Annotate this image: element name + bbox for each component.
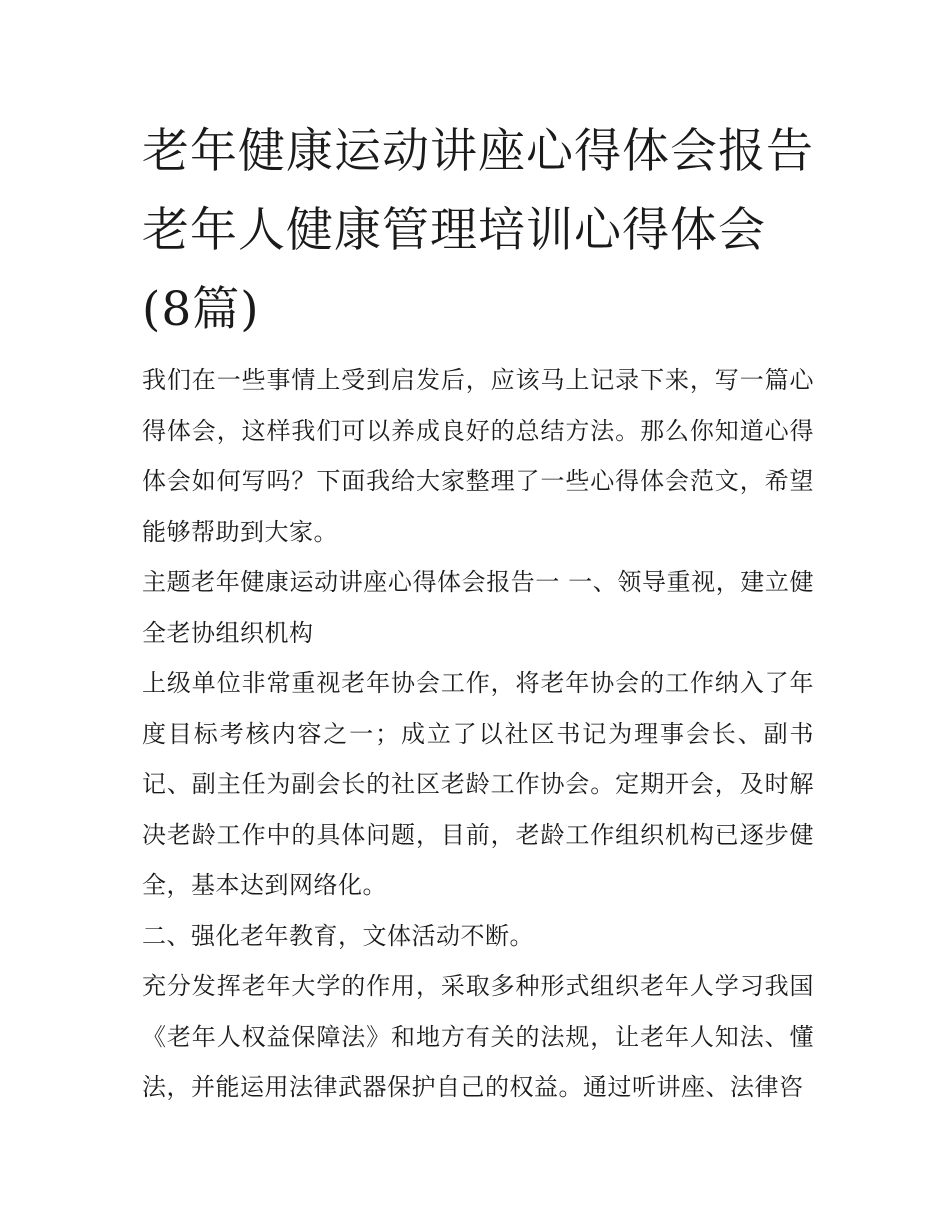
document-title: 老年健康运动讲座心得体会报告 老年人健康管理培训心得体会(8篇) xyxy=(142,124,814,337)
paragraph-section-two-body: 充分发挥老年大学的作用，采取多种形式组织老年人学习我国《老年人权益保障法》和地方有关的法规，让老年人知法、懂法，并能运用法律武器保护自己的权益。通过听讲座、法律咨 xyxy=(142,972,814,1101)
paragraph-section-one-heading: 主题老年健康运动讲座心得体会报告一 一、领导重视，建立健全老协组织机构 xyxy=(142,568,814,647)
document-page xyxy=(142,112,814,1113)
paragraph-section-two-heading: 二、强化老年教育，文体活动不断。 xyxy=(142,921,534,950)
paragraph-section-one-body: 上级单位非常重视老年协会工作，将老年协会的工作纳入了年度目标考核内容之一；成立了以社区书记为理事会长、副书记、副主任为副会长的社区老龄工作协会。定期开会，及时解决老龄工作中的具体问题，目前，老龄工作组织机构已逐步健全，基本达到网络化。 xyxy=(142,669,814,899)
paragraph-intro: 我们在一些事情上受到启发后，应该马上记录下来，写一篇心得体会，这样我们可以养成良好的总结方法。那么你知道心得体会如何写吗？下面我给大家整理了一些心得体会范文，希望能够帮助到大家。 xyxy=(142,366,814,546)
